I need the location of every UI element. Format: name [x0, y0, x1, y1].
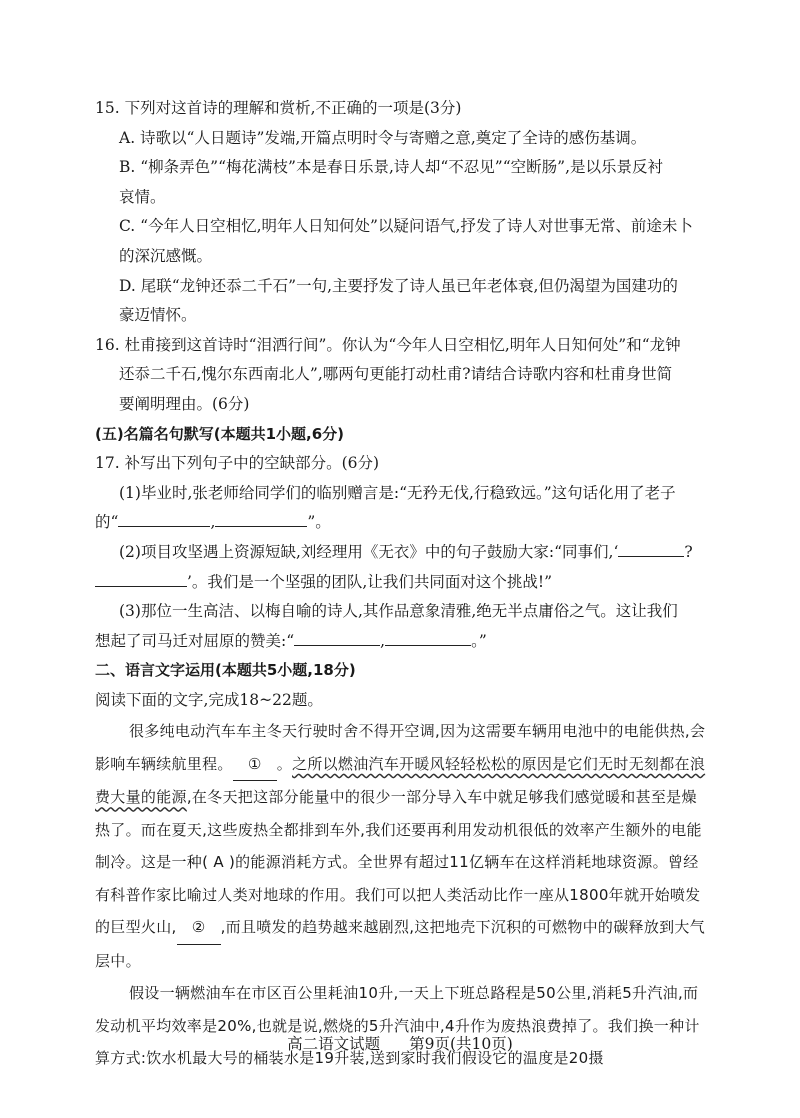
- q17-item-1: (1)毕业时,张老师给同学们的临别赠言是:“无矜无伐,行稳致远。”这句话化用了老子: [119, 483, 676, 502]
- q17-3-pre: 想起了司马迁对屈原的赞美:“: [95, 631, 295, 650]
- fill-blank[interactable]: [215, 512, 307, 527]
- q17-3-post: 。”: [471, 631, 487, 650]
- fill-blank[interactable]: [118, 512, 210, 527]
- q16-line-1: 16. 杜甫接到这首诗时“泪洒行间”。你认为“今年人日空相忆,明年人日知何处”和“龙钟: [95, 335, 681, 354]
- passage-text: ,在冬天把这部分能量中的很少一部分导入车中就足够我们感觉: [186, 788, 605, 807]
- passage-p2: [95, 977, 710, 1075]
- fill-blank[interactable]: [385, 631, 471, 646]
- passage-text: 率产生额外的电能制冷。这是一种( A )的能源消耗方式。全世界有超过11亿辆车在这: [95, 820, 702, 872]
- passage-text: 热,会影响车辆续航里程。: [95, 722, 706, 773]
- q16-line-3: 要阐明理由。(6分): [119, 394, 250, 413]
- passage-text: 。: [276, 754, 293, 773]
- q17-item-3: (3)那位一生高洁、以梅自喻的诗人,其作品意象清雅,绝无半点庸俗之气。这让我们: [119, 602, 678, 621]
- q16-line-2: 还忝二千石,愧尔东西南北人”,哪两句更能打动杜甫?请结合诗歌内容和杜甫身世简: [119, 365, 673, 384]
- fill-blank[interactable]: [95, 572, 187, 587]
- q17-2-post: ’。我们是一个坚强的团队,让我们共同面对这个挑战!”: [187, 572, 553, 591]
- q17-item-3-blanks: [95, 627, 710, 657]
- passage-p1: [95, 715, 710, 977]
- q15-stem: 15. 下列对这首诗的理解和赏析,不正确的一项是(3分): [95, 99, 462, 117]
- passage-text: 很多纯电动汽车车主冬天行驶时舍不得开空调,因为这需要车辆用电池中的电能供: [129, 722, 670, 741]
- q17-1-post: ”。: [307, 513, 331, 532]
- blank-1[interactable]: [233, 748, 277, 782]
- q15-option-c-cont: 的深沉感慨。: [119, 246, 213, 265]
- q17-stem: 17. 补写出下列句子中的空缺部分。(6分): [95, 454, 380, 473]
- blank-2[interactable]: [177, 911, 221, 945]
- q17-2-q: ?: [684, 542, 693, 561]
- q17-1-mid: ,: [210, 513, 216, 532]
- q17-item-1-blanks: [95, 508, 710, 538]
- q17-3-mid: ,: [380, 631, 386, 650]
- q15-option-b-cont: 哀情。: [119, 187, 166, 206]
- fill-blank[interactable]: [618, 542, 684, 557]
- q15-option-d-cont: 豪迈情怀。: [119, 306, 197, 325]
- part-2-heading: 二、语言文字运用(本题共5小题,18分): [95, 661, 356, 680]
- page-footer: [0, 1032, 800, 1054]
- page-content: [95, 94, 710, 1075]
- passage-text: 假设一辆燃油车在市区百公里耗油10升,一天上下班总路程是50公里,消耗5升汽: [129, 984, 663, 1003]
- q17-2-pre: (2)项目攻坚遇上资源短缺,刘经理用《无衣》中的句子鼓励大家:“同事们,‘: [119, 542, 619, 561]
- reading-passage: [95, 715, 710, 1075]
- q15-option-b: B. “柳条弄色”“梅花满枝”本是春日乐景,诗人却“不忍见”“空断肠”,是以乐景反衬: [119, 158, 663, 177]
- section-5-heading: (五)名篇名句默写(本题共1小题,6分): [95, 424, 344, 443]
- passage-text: 暖和甚至是燥热了。而在夏天,这些废热全都排到车外,我们还要再利用发动机很低的效: [95, 788, 697, 839]
- passage-text: 沉积的可燃物中的碳释放到大气层中。: [95, 918, 706, 970]
- passage-text: 样消耗地球资源。曾经有科普作家比喻过人类对地球的作用。我们可以把人类活动比作: [95, 853, 699, 904]
- passage-text: 油,而发动机平均效率是20%,也就是说,燃烧的5升汽油中,4升作为废热浪费掉了。我们: [95, 984, 699, 1035]
- blank-2-label: ②: [191, 918, 206, 937]
- reading-instruction: 阅读下面的文字,完成18~22题。: [95, 690, 323, 709]
- blank-1-label: ①: [247, 754, 262, 773]
- q15-option-a: A. 诗歌以“人日题诗”发端,开篇点明时令与寄赠之意,奠定了全诗的感伤基调。: [119, 128, 647, 147]
- passage-text: 一座从1800年就开始喷发的巨型火山,: [95, 885, 701, 937]
- q17-1-pre: 的“: [95, 513, 119, 532]
- passage-text: ,而且喷发的趋势越来越剧烈,这把地壳下: [220, 918, 491, 937]
- fill-blank[interactable]: [294, 631, 380, 646]
- q17-item-2-cont: [95, 568, 710, 598]
- footer-page-number: 第9页(共10页): [409, 1035, 513, 1053]
- q15-option-c: C. “今年人日空相忆,明年人日知何处”以疑问语气,抒发了诗人对世事无常、前途未卜: [119, 217, 693, 236]
- footer-subject: 高二语文试题: [287, 1035, 381, 1053]
- passage-text: 换一种计算方式:饮水机最大号的桶装水是19升装,送到家时我们假设它的温度是20摄: [95, 1016, 700, 1068]
- wavy-underlined-sentence: 之所以燃油汽车开暖风轻轻松松的原因是它们无时无: [292, 754, 644, 773]
- q17-item-2: [95, 538, 710, 568]
- q15-option-d: D. 尾联“龙钟还忝二千石”一句,主要抒发了诗人虽已年老体衰,但仍渴望为国建功的: [119, 276, 678, 295]
- wavy-underlined-sentence-cont: 刻都在浪费大量的能源: [95, 754, 706, 807]
